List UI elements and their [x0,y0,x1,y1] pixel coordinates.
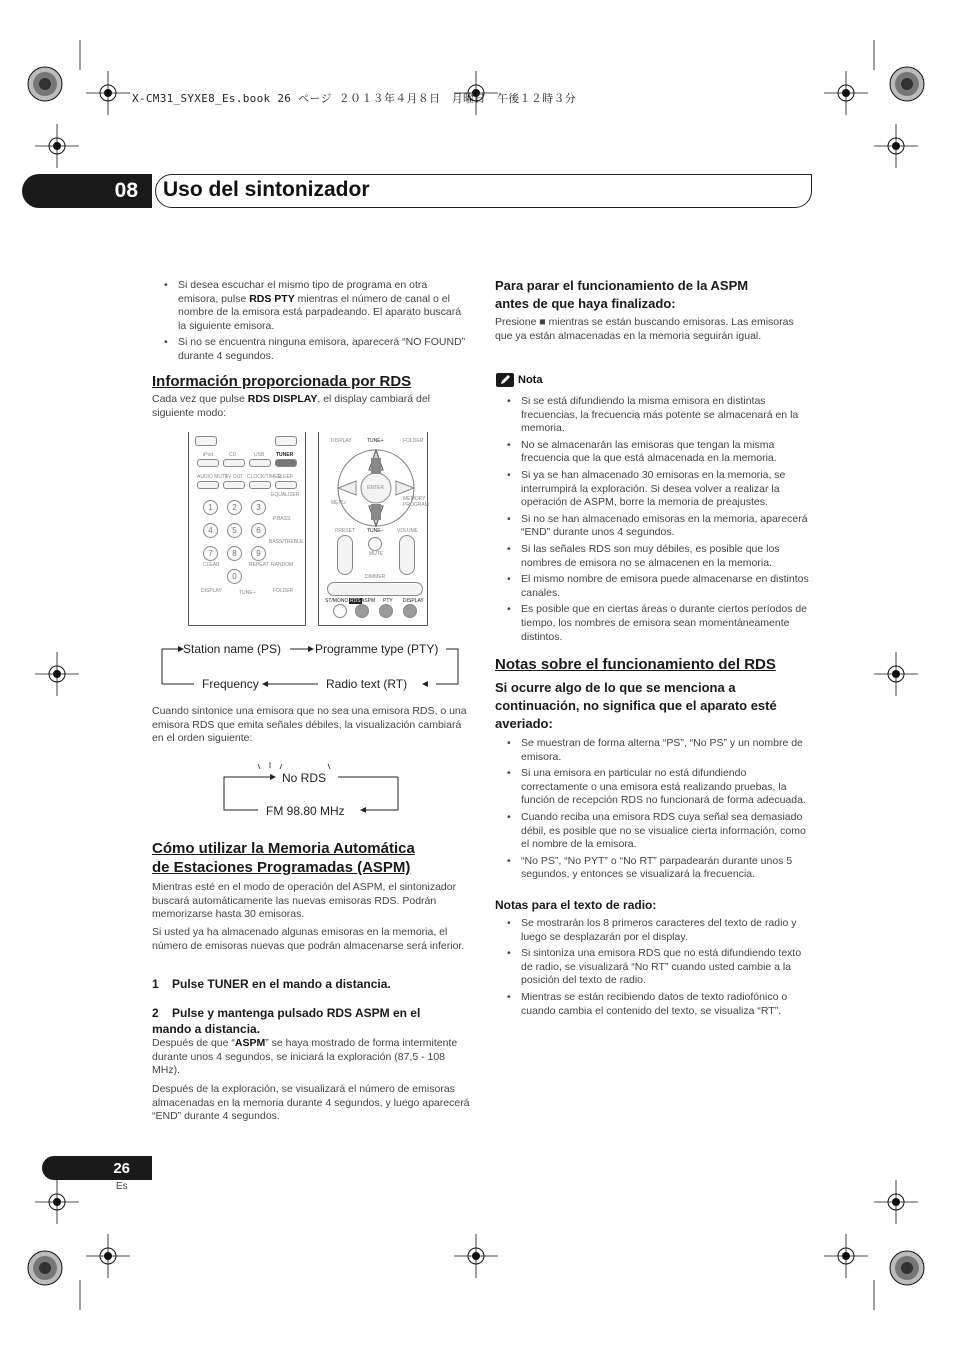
remote-label-bass-treble: BASS/TREBLE [269,539,304,545]
remote-r-aspm: ASPM [361,598,376,604]
intro-bullet-1 [152,279,470,333]
remote-digit-4: 4 [203,523,218,538]
remote-label-tune-plus: TUNE+ [239,590,256,596]
remote-r-volume-rocker [399,535,415,575]
page-lang: Es [116,1181,128,1192]
remote-digit-5: 5 [227,523,242,538]
aspm-heading-line2: de Estaciones Programadas (ASPM) [152,859,411,876]
trouble-bullet: • “No PS”, “No PYT” o “No RT” parpadearán durante unos 5 segundos, y entonces se visualizará la frecuencia. [495,855,813,882]
remote-tuner-btn [275,459,297,467]
aspm-para2: Si usted ya ha almacenado algunas emisoras en la memoria, el número de emisoras nuevas que podrán almacenarse será inferior. [152,926,465,952]
rds-info-post: , el display cambiará del siguiente modo: [152,393,431,419]
remote-r-pty-btn [379,604,393,618]
stop-aspm-text: Presione ■ mientras se están buscando emisoras. Las emisoras que ya están almacenadas en la memoria seguirán igual. [495,316,794,342]
remote-r-display: DISPLAY [331,438,352,444]
notes-rds-heading: Notas sobre el funcionamiento del RDS [495,656,776,673]
rds-pty-label: RDS PTY [249,292,295,305]
remote-r-tune-minus: TUNE– [367,528,384,534]
remote-label-clear: CLEAR [203,562,220,568]
remote-row2-btn-3 [249,481,271,489]
remote-r-transport [327,582,423,596]
nota-bullet: • Si no se han almacenado emisoras en la memoria, aparecerá “END” durante unos 4 segundos. [495,513,813,540]
remote-cd-btn [223,459,245,467]
print-header: X-CM31_SYXE8_Es.book 26 ページ ２０１３年４月８日 月曜日 午後１２時３分 [132,92,577,105]
remote-r-volume: VOLUME [397,528,419,534]
remote-r-rds-display: DISPLAY [403,598,424,604]
remote-r-stmono-btn [333,604,347,618]
rds-display-label: RDS DISPLAY [247,393,318,405]
remote-row2-btn-4 [275,481,297,489]
remote-digit-6: 6 [251,523,266,538]
remote-label-ipod: iPod [203,452,214,458]
trouble-heading-line1: Si ocurre algo de lo que se menciona a [495,680,736,695]
remote-row2-btn-2 [223,481,245,489]
aspm-heading [152,839,472,877]
aspm-step2-post: ” se haya mostrado de forma intermitente durante unos 4 segundos, se iniciará la exploración (87,5 - 108 MHz). [152,1037,458,1077]
trouble-bullet: • Se muestran de forma alterna “PS”, “No PS” y un nombre de emisora. [495,737,813,764]
remote-r-enter: ENTER [367,485,384,491]
remote-r-preset: PRESET [335,528,356,534]
chapter-number: 08 [22,174,152,208]
remote-label-sleep: SLEEP [277,474,294,480]
remote-label-pbass: P.BASS [273,516,291,522]
remote-eject-btn [275,436,297,446]
nota-header [496,373,542,387]
flow-no-rds: No RDS [282,771,327,785]
remote-digit-8: 8 [227,546,242,561]
remote-illustration-left [188,432,306,626]
radio-text-bullet: • Mientras se están recibiendo datos de texto radiofónico o cuando cambia el contenido del texto, se visualiza “RT”. [495,991,813,1018]
remote-r-pty: PTY [383,598,393,604]
flow-frequency: Frequency [202,677,259,691]
trouble-bullet: • Cuando reciba una emisora RDS cuya señal sea demasiado débil, es posible que no se visualice cierta información, como el nombre de la emisora. [495,811,813,852]
remote-r-folder: FOLDER [403,438,424,444]
stop-aspm-heading [495,277,815,313]
remote-r-aspm-btn [355,604,369,618]
intro-bullet-1-post: mientras el número de canal o el nombre de la emisora está parpadeando. El aparato buscará la siguiente emisora. [178,292,462,332]
aspm-step2-text [152,1037,470,1078]
nota-bullet: • Si ya se han almacenado 30 emisoras en la memoria, se interrumpirá la exploración. Si desea volver a realizar la operación de ASPM, borre la memoria de preajustes. [495,469,813,510]
trouble-heading-line3: averiado: [495,716,553,731]
remote-label-cd: CD [229,452,237,458]
aspm-para3: Después de la exploración, se visualizará el número de emisoras almacenadas en la memoria durante 4 segundos, y luego aparecerá “END” durante 4 segundos. [152,1083,470,1123]
intro-bullet-1-pre: Si desea escuchar el mismo tipo de programa en otra emisora, pulse [178,279,428,305]
radio-text-bullets [495,917,813,1021]
nota-label: Nota [518,374,543,386]
remote-ipod-btn [197,459,219,467]
remote-r-menu: MENU [331,500,346,506]
trouble-bullets [495,737,813,885]
remote-r-mute-btn [368,537,382,551]
remote-digit-7: 7 [203,546,218,561]
remote-label-equalizer: EQUALIZER [271,492,300,498]
aspm-para1: Mientras esté en el modo de operación del ASPM, el sintonizador buscará automáticamente las nuevas emisoras RDS. Podrán memorizarse hasta 30 emisoras. [152,881,457,921]
radio-text-bullet: • Se mostrarán los 8 primeros caracteres del texto de radio y luego se desplazarán por el display. [495,917,813,944]
stop-heading-line1: Para parar el funcionamiento de la ASPM [495,278,749,293]
remote-r-dimmer: DIMMER [365,574,386,580]
remote-digit-9: 9 [251,546,266,561]
remote-label-tv-out: TV OUT [225,474,244,480]
remote-r-memory: MEMORY PROGRAM [403,496,429,508]
flow-programme-type: Programme type (PTY) [315,642,439,656]
trouble-heading-line2: continuación, no significa que el aparato esté [495,698,777,713]
remote-r-preset-rocker [337,535,353,575]
note-pencil-icon [496,373,514,387]
nota-bullet: • Si las señales RDS son muy débiles, es posible que los nombres de emisora no se almacenen en la memoria. [495,543,813,570]
remote-label-usb: USB [254,452,265,458]
nota-bullet: • El mismo nombre de emisora puede almacenarse en distintos canales. [495,573,813,600]
nota-bullet: • No se almacenarán las emisoras que tengan la misma frecuencia que la que está almacenada en la memoria. [495,439,813,466]
remote-row2-btn-1 [197,481,219,489]
remote-top-btn [195,436,217,446]
remote-label-display: DISPLAY [201,588,222,594]
trouble-bullet: • Si una emisora en particular no está difundiendo correctamente o una emisora está realizando pruebas, la función de recepción RDS no funcionará de forma adecuada. [495,767,813,808]
rds-info-text [152,393,470,420]
stop-heading-line2: antes de que haya finalizado: [495,296,676,311]
trouble-heading [495,679,815,733]
aspm-step2 [152,1005,420,1037]
rds-info-pre: Cada vez que pulse [152,393,248,405]
remote-digit-0: 0 [227,569,242,584]
aspm-step1: 1 Pulse TUNER en el mando a distancia. [152,977,391,991]
intro-bullet-2: • Si no se encuentra ninguna emisora, aparecerá “NO FOUND” durante 4 segundos. [152,336,470,363]
nota-bullet: • Es posible que en ciertas áreas o durante ciertos períodos de tiempo, los nombres de emisora sean momentáneamente distintos. [495,603,813,644]
remote-label-folder: FOLDER [273,588,294,594]
remote-digit-3: 3 [251,500,266,515]
remote-r-stmono: ST/MONO [325,598,349,604]
radio-text-bullet: • Si sintoniza una emisora RDS que no está difundiendo texto de radio, se visualizará “No RT” cuando usted cambie a la posición del texto de radio. [495,947,813,988]
remote-label-repeat: REPEAT [249,562,269,568]
remote-digit-1: 1 [203,500,218,515]
remote-label-clock: CLOCK/TIMER [247,474,282,480]
rds-info-heading: Información proporcionada por RDS [152,373,412,390]
aspm-heading-line1: Cómo utilizar la Memoria Automática [152,840,415,857]
remote-digit-2: 2 [227,500,242,515]
page-number: 26 [42,1156,152,1180]
weak-signal-text: Cuando sintonice una emisora que no sea una emisora RDS, o una emisora RDS que emita señales débiles, la visualización cambiará en el orden siguiente: [152,705,467,745]
radio-text-heading: Notas para el texto de radio: [495,898,657,912]
remote-label-random: RANDOM [271,562,294,568]
aspm-step2-line2: mando a distancia. [152,1022,261,1036]
nota-bullets [495,395,813,647]
aspm-step2-pre: Después de que “ [152,1037,235,1049]
intro-bullets [152,279,470,367]
flow-radio-text: Radio text (RT) [326,677,408,691]
nota-bullet: • Si se está difundiendo la misma emisora en distintas frecuencias, la frecuencia más potente se almacenará en la memoria. [495,395,813,436]
remote-r-display-btn [403,604,417,618]
remote-illustration-right [318,432,428,626]
aspm-step2-line1: 2 Pulse y mantenga pulsado RDS ASPM en el [152,1006,421,1020]
remote-r-rds: RDS [350,598,361,604]
remote-dpad [331,446,421,536]
flow-fm-frequency: FM 98.80 MHz [266,804,345,818]
aspm-label: ASPM [234,1037,266,1049]
remote-label-audio-mute: AUDIO MUTE [197,474,229,480]
remote-r-tune-plus: TUNE+ [367,438,384,444]
chapter-title: Uso del sintonizador [163,178,370,201]
remote-usb-btn [249,459,271,467]
remote-label-tuner: TUNER [276,452,294,458]
flow-station-name: Station name (PS) [183,642,282,656]
remote-r-mute: MUTE [369,551,384,557]
